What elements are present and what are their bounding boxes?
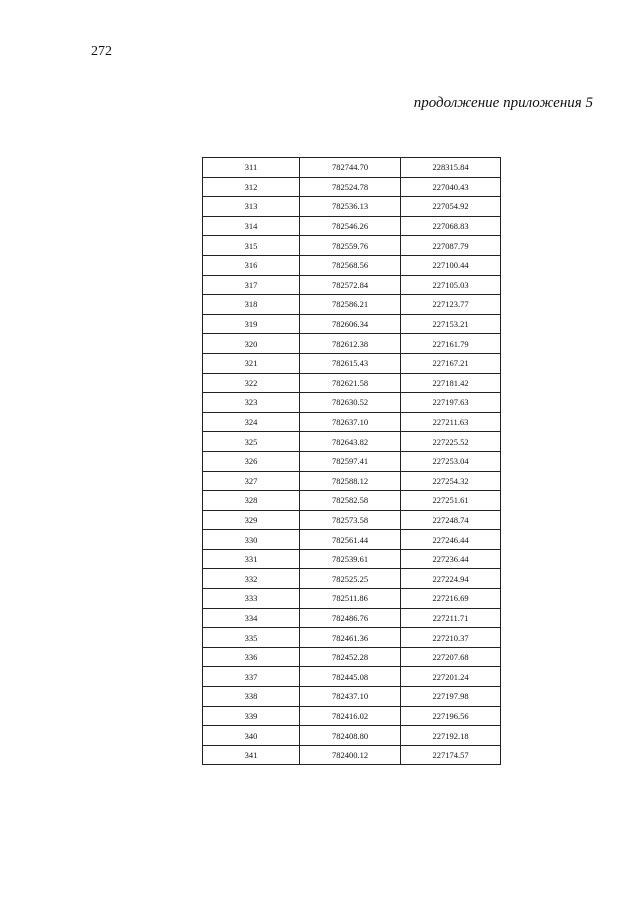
table-row [203,353,501,373]
table-row [203,334,501,354]
y-coordinate-cell: 227054.92 [401,197,501,217]
x-coordinate-cell: 782630.52 [300,393,401,413]
y-coordinate-cell: 227100.44 [401,255,501,275]
y-coordinate-cell: 227105.03 [401,275,501,295]
table-row [203,549,501,569]
point-number-cell: 336 [203,647,300,667]
point-number-cell: 318 [203,295,300,315]
point-number-cell: 334 [203,608,300,628]
point-number-cell: 339 [203,706,300,726]
table-row [203,608,501,628]
y-coordinate-cell: 227161.79 [401,334,501,354]
point-number-cell: 321 [203,353,300,373]
y-coordinate-cell: 227224.94 [401,569,501,589]
table-row [203,687,501,707]
table-row [203,589,501,609]
y-coordinate-cell: 227211.71 [401,608,501,628]
table-row [203,510,501,530]
table-row [203,197,501,217]
point-number-cell: 320 [203,334,300,354]
point-number-cell: 329 [203,510,300,530]
y-coordinate-cell: 227087.79 [401,236,501,256]
table-row [203,726,501,746]
table-row [203,158,501,178]
point-number-cell: 319 [203,314,300,334]
x-coordinate-cell: 782606.34 [300,314,401,334]
y-coordinate-cell: 227040.43 [401,177,501,197]
x-coordinate-cell: 782525.25 [300,569,401,589]
point-number-cell: 328 [203,491,300,511]
x-coordinate-cell: 782486.76 [300,608,401,628]
appendix-caption: продолжение приложения 5 [413,95,593,111]
table-row [203,295,501,315]
point-number-cell: 314 [203,216,300,236]
x-coordinate-cell: 782408.80 [300,726,401,746]
point-number-cell: 313 [203,197,300,217]
table-row [203,745,501,765]
point-number-cell: 312 [203,177,300,197]
point-number-cell: 311 [203,158,300,178]
point-number-cell: 323 [203,393,300,413]
table-row [203,667,501,687]
point-number-cell: 332 [203,569,300,589]
y-coordinate-cell: 227181.42 [401,373,501,393]
x-coordinate-cell: 782511.86 [300,589,401,609]
table-row [203,647,501,667]
point-number-cell: 315 [203,236,300,256]
x-coordinate-cell: 782546.26 [300,216,401,236]
x-coordinate-cell: 782561.44 [300,530,401,550]
x-coordinate-cell: 782461.36 [300,628,401,648]
y-coordinate-cell: 227196.56 [401,706,501,726]
y-coordinate-cell: 227197.63 [401,393,501,413]
x-coordinate-cell: 782597.41 [300,451,401,471]
x-coordinate-cell: 782637.10 [300,412,401,432]
y-coordinate-cell: 227254.32 [401,471,501,491]
y-coordinate-cell: 227210.37 [401,628,501,648]
x-coordinate-cell: 782586.21 [300,295,401,315]
point-number-cell: 324 [203,412,300,432]
coordinates-table-wrapper [202,157,500,765]
point-number-cell: 333 [203,589,300,609]
y-coordinate-cell: 227197.98 [401,687,501,707]
y-coordinate-cell: 227246.44 [401,530,501,550]
y-coordinate-cell: 228315.84 [401,158,501,178]
y-coordinate-cell: 227207.68 [401,647,501,667]
x-coordinate-cell: 782568.56 [300,255,401,275]
y-coordinate-cell: 227174.57 [401,745,501,765]
table-row [203,412,501,432]
y-coordinate-cell: 227248.74 [401,510,501,530]
point-number-cell: 317 [203,275,300,295]
y-coordinate-cell: 227123.77 [401,295,501,315]
table-row [203,373,501,393]
x-coordinate-cell: 782612.38 [300,334,401,354]
point-number-cell: 337 [203,667,300,687]
y-coordinate-cell: 227167.21 [401,353,501,373]
point-number-cell: 322 [203,373,300,393]
table-row [203,393,501,413]
y-coordinate-cell: 227225.52 [401,432,501,452]
y-coordinate-cell: 227211.63 [401,412,501,432]
point-number-cell: 325 [203,432,300,452]
table-row [203,177,501,197]
x-coordinate-cell: 782416.02 [300,706,401,726]
table-row [203,706,501,726]
table-row [203,451,501,471]
x-coordinate-cell: 782445.08 [300,667,401,687]
y-coordinate-cell: 227253.04 [401,451,501,471]
y-coordinate-cell: 227068.83 [401,216,501,236]
x-coordinate-cell: 782559.76 [300,236,401,256]
point-number-cell: 327 [203,471,300,491]
y-coordinate-cell: 227192.18 [401,726,501,746]
table-row [203,236,501,256]
x-coordinate-cell: 782588.12 [300,471,401,491]
x-coordinate-cell: 782582.58 [300,491,401,511]
x-coordinate-cell: 782573.58 [300,510,401,530]
coordinates-table [202,157,501,765]
coordinates-table-body [203,158,501,765]
table-row [203,432,501,452]
table-row [203,491,501,511]
point-number-cell: 331 [203,549,300,569]
table-row [203,216,501,236]
point-number-cell: 338 [203,687,300,707]
x-coordinate-cell: 782744.70 [300,158,401,178]
table-row [203,530,501,550]
x-coordinate-cell: 782615.43 [300,353,401,373]
x-coordinate-cell: 782621.58 [300,373,401,393]
x-coordinate-cell: 782536.13 [300,197,401,217]
point-number-cell: 326 [203,451,300,471]
x-coordinate-cell: 782539.61 [300,549,401,569]
y-coordinate-cell: 227251.61 [401,491,501,511]
y-coordinate-cell: 227153.21 [401,314,501,334]
x-coordinate-cell: 782643.82 [300,432,401,452]
point-number-cell: 341 [203,745,300,765]
x-coordinate-cell: 782572.84 [300,275,401,295]
x-coordinate-cell: 782437.10 [300,687,401,707]
x-coordinate-cell: 782524.78 [300,177,401,197]
point-number-cell: 330 [203,530,300,550]
table-row [203,255,501,275]
x-coordinate-cell: 782400.12 [300,745,401,765]
table-row [203,628,501,648]
table-row [203,569,501,589]
point-number-cell: 335 [203,628,300,648]
y-coordinate-cell: 227201.24 [401,667,501,687]
y-coordinate-cell: 227236.44 [401,549,501,569]
point-number-cell: 316 [203,255,300,275]
table-row [203,314,501,334]
page-number: 272 [91,44,112,59]
y-coordinate-cell: 227216.69 [401,589,501,609]
x-coordinate-cell: 782452.28 [300,647,401,667]
table-row [203,275,501,295]
point-number-cell: 340 [203,726,300,746]
table-row [203,471,501,491]
